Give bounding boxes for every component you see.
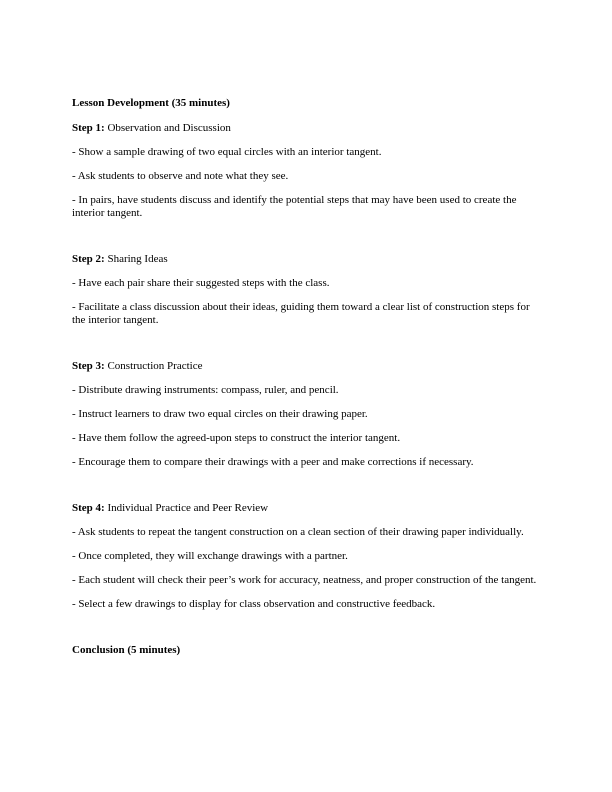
step-1-item: - In pairs, have students discuss and identify the potential steps that may have been used to create the interior tangent. <box>72 194 517 219</box>
step-1-name: Observation and Discussion <box>104 122 231 134</box>
step-3-item: - Have them follow the agreed-upon steps to construct the interior tangent. <box>72 432 401 444</box>
document-page <box>72 96 542 668</box>
step-4-item: - Select a few drawings to display for class observation and constructive feedback. <box>72 598 436 610</box>
step-2-label: Step 2: <box>72 253 105 265</box>
step-3-name: Construction Practice <box>104 360 203 372</box>
step-4-item: - Once completed, they will exchange drawings with a partner. <box>72 550 348 562</box>
step-2-section <box>72 252 542 327</box>
step-3-item: - Encourage them to compare their drawings with a peer and make corrections if necessary. <box>72 456 474 468</box>
step-4-section <box>72 501 542 611</box>
step-2-title <box>72 252 542 266</box>
step-4-label: Step 4: <box>72 502 105 514</box>
step-3-title <box>72 359 542 373</box>
step-1-title <box>72 121 542 135</box>
step-2-item: - Facilitate a class discussion about their ideas, guiding them toward a clear list of construction steps for the interior tangent. <box>72 301 530 326</box>
step-1-label: Step 1: <box>72 122 105 134</box>
step-3-label: Step 3: <box>72 360 105 372</box>
step-4-title <box>72 501 542 515</box>
step-4-item: - Ask students to repeat the tangent construction on a clean section of their drawing paper individually. <box>72 526 524 538</box>
step-3-item: - Instruct learners to draw two equal circles on their drawing paper. <box>72 408 368 420</box>
lesson-development-heading: Lesson Development (35 minutes) <box>72 97 230 109</box>
step-3-section <box>72 359 542 469</box>
step-2-item: - Have each pair share their suggested steps with the class. <box>72 277 330 289</box>
step-2-name: Sharing Ideas <box>104 253 168 265</box>
step-4-item: - Each student will check their peer’s work for accuracy, neatness, and proper construction of the tangent. <box>72 574 537 586</box>
step-4-name: Individual Practice and Peer Review <box>104 502 269 514</box>
step-1-section <box>72 121 542 220</box>
conclusion-heading: Conclusion (5 minutes) <box>72 644 181 656</box>
step-1-item: - Show a sample drawing of two equal circles with an interior tangent. <box>72 146 382 158</box>
step-1-item: - Ask students to observe and note what they see. <box>72 170 289 182</box>
step-3-item: - Distribute drawing instruments: compass, ruler, and pencil. <box>72 384 339 396</box>
